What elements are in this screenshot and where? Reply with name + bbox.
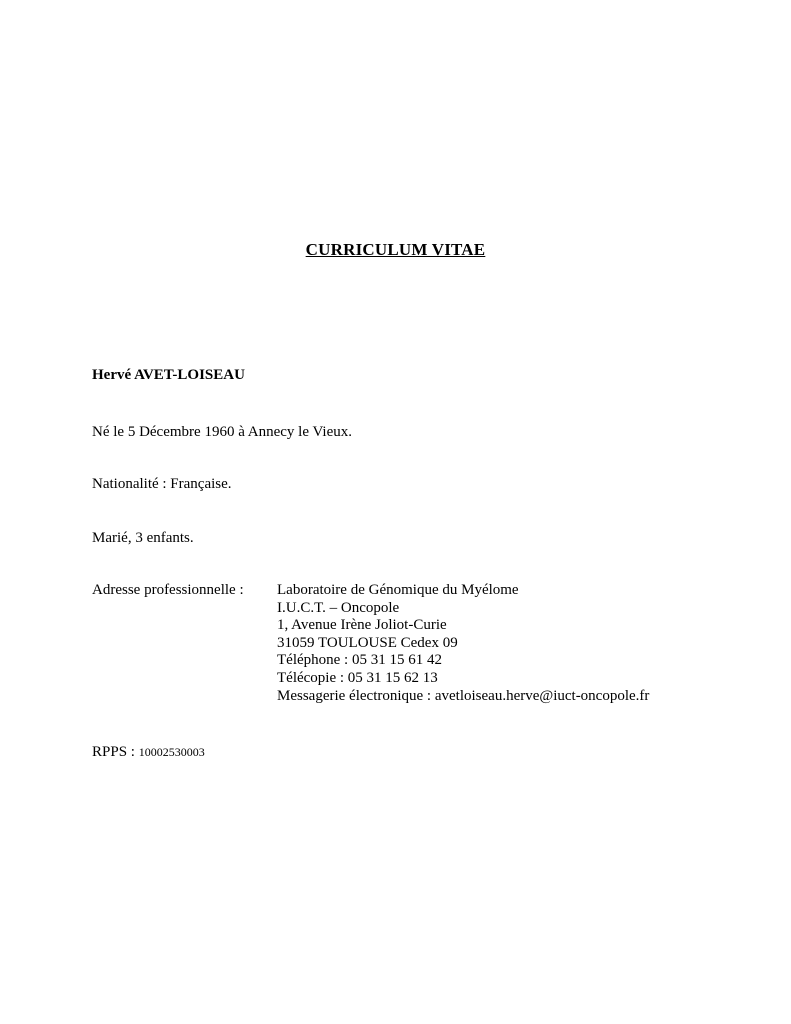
address-line-phone: Téléphone : 05 31 15 61 42	[277, 652, 442, 669]
rpps-label: RPPS :	[92, 744, 139, 760]
address-line-email: Messagerie électronique : avetloiseau.herve@iuct-oncopole.fr	[277, 687, 650, 704]
rpps-line	[92, 743, 205, 761]
professional-address-block	[277, 582, 649, 705]
birth-info: Né le 5 Décembre 1960 à Annecy le Vieux.	[92, 424, 352, 440]
address-line-institution: I.U.C.T. – Oncopole	[277, 599, 400, 616]
family-status: Marié, 3 enfants.	[92, 530, 194, 546]
address-line-laboratory: Laboratoire de Génomique du Myélome	[277, 582, 519, 598]
person-name: Hervé AVET-LOISEAU	[92, 367, 245, 383]
cv-title: CURRICULUM VITAE	[305, 240, 486, 259]
professional-address-label: Adresse professionnelle :	[92, 582, 244, 598]
rpps-number: 10002530003	[138, 745, 205, 759]
address-line-street: 1, Avenue Irène Joliot-Curie	[277, 617, 447, 634]
address-line-city: 31059 TOULOUSE Cedex 09	[277, 634, 458, 651]
nationality-info: Nationalité : Française.	[92, 476, 232, 492]
address-line-fax: Télécopie : 05 31 15 62 13	[277, 669, 438, 686]
